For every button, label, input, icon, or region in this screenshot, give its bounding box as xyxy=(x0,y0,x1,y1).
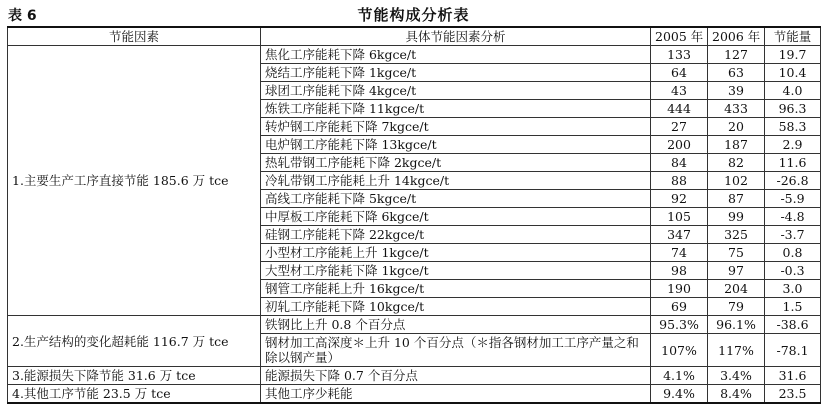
value-2005: 27 xyxy=(651,118,708,136)
detail-cell: 大型材工序能耗下降 1kgce/t xyxy=(261,262,651,280)
value-2005: 347 xyxy=(651,226,708,244)
value-2006: 97 xyxy=(708,262,765,280)
value-2006: 433 xyxy=(708,100,765,118)
detail-cell: 初轧工序能耗下降 10kgce/t xyxy=(261,298,651,316)
header-detail: 具体节能因素分析 xyxy=(261,27,651,46)
value-2006: 20 xyxy=(708,118,765,136)
detail-cell: 烧结工序能耗下降 1kgce/t xyxy=(261,64,651,82)
value-2005: 43 xyxy=(651,82,708,100)
value-2006: 8.4% xyxy=(708,385,765,404)
detail-cell: 钢材加工高深度＊上升 10 个百分点（＊指各钢材加工工序产量之和除以钢产量） xyxy=(261,334,651,367)
value-saving: -0.3 xyxy=(765,262,821,280)
detail-cell: 中厚板工序能耗下降 6kgce/t xyxy=(261,208,651,226)
header-2006: 2006 年 xyxy=(708,27,765,46)
value-2005: 9.4% xyxy=(651,385,708,404)
value-saving: 0.8 xyxy=(765,244,821,262)
value-2006: 325 xyxy=(708,226,765,244)
value-2005: 88 xyxy=(651,172,708,190)
value-2006: 63 xyxy=(708,64,765,82)
detail-cell: 高线工序能耗下降 5kgce/t xyxy=(261,190,651,208)
value-saving: 96.3 xyxy=(765,100,821,118)
value-2005: 64 xyxy=(651,64,708,82)
value-2006: 82 xyxy=(708,154,765,172)
value-2006: 87 xyxy=(708,190,765,208)
value-2005: 69 xyxy=(651,298,708,316)
table-row xyxy=(8,316,821,334)
value-saving: 10.4 xyxy=(765,64,821,82)
value-2006: 102 xyxy=(708,172,765,190)
caption-row xyxy=(0,0,827,26)
table-title: 节能构成分析表 xyxy=(357,6,470,24)
value-2005: 190 xyxy=(651,280,708,298)
value-2006: 96.1% xyxy=(708,316,765,334)
value-saving: 2.9 xyxy=(765,136,821,154)
detail-cell: 其他工序少耗能 xyxy=(261,385,651,404)
value-saving: 11.6 xyxy=(765,154,821,172)
value-saving: 31.6 xyxy=(765,367,821,385)
value-saving: -38.6 xyxy=(765,316,821,334)
detail-cell: 焦化工序能耗下降 6kgce/t xyxy=(261,46,651,64)
value-saving: 19.7 xyxy=(765,46,821,64)
value-2005: 200 xyxy=(651,136,708,154)
value-2006: 187 xyxy=(708,136,765,154)
table-row xyxy=(8,46,821,64)
factor-cell: 4.其他工序节能 23.5 万 tce xyxy=(8,385,261,404)
header-2005: 2005 年 xyxy=(651,27,708,46)
value-2005: 74 xyxy=(651,244,708,262)
table-row xyxy=(8,367,821,385)
value-saving: 1.5 xyxy=(765,298,821,316)
value-2006: 79 xyxy=(708,298,765,316)
value-2005: 133 xyxy=(651,46,708,64)
value-2006: 3.4% xyxy=(708,367,765,385)
value-saving: 4.0 xyxy=(765,82,821,100)
value-2006: 99 xyxy=(708,208,765,226)
detail-cell: 转炉钢工序能耗下降 7kgce/t xyxy=(261,118,651,136)
value-saving: -3.7 xyxy=(765,226,821,244)
value-2006: 204 xyxy=(708,280,765,298)
detail-cell: 能源损失下降 0.7 个百分点 xyxy=(261,367,651,385)
detail-cell: 电炉钢工序能耗下降 13kgce/t xyxy=(261,136,651,154)
detail-cell: 钢管工序能耗上升 16kgce/t xyxy=(261,280,651,298)
detail-cell: 铁钢比上升 0.8 个百分点 xyxy=(261,316,651,334)
value-2006: 117% xyxy=(708,334,765,367)
table-label: 表 6 xyxy=(8,8,37,24)
factor-cell: 1.主要生产工序直接节能 185.6 万 tce xyxy=(8,46,261,316)
header-factor: 节能因素 xyxy=(8,27,261,46)
value-2006: 127 xyxy=(708,46,765,64)
value-2006: 75 xyxy=(708,244,765,262)
value-saving: 23.5 xyxy=(765,385,821,404)
detail-cell: 硅钢工序能耗下降 22kgce/t xyxy=(261,226,651,244)
value-saving: -78.1 xyxy=(765,334,821,367)
detail-cell: 炼铁工序能耗下降 11kgce/t xyxy=(261,100,651,118)
value-saving: -26.8 xyxy=(765,172,821,190)
value-saving: -5.9 xyxy=(765,190,821,208)
value-saving: 3.0 xyxy=(765,280,821,298)
table-row xyxy=(8,385,821,404)
value-saving: -4.8 xyxy=(765,208,821,226)
value-2005: 4.1% xyxy=(651,367,708,385)
detail-cell: 小型材工序能耗上升 1kgce/t xyxy=(261,244,651,262)
factor-cell: 2.生产结构的变化超耗能 116.7 万 tce xyxy=(8,316,261,367)
value-2005: 92 xyxy=(651,190,708,208)
value-2005: 107% xyxy=(651,334,708,367)
value-2006: 39 xyxy=(708,82,765,100)
value-2005: 95.3% xyxy=(651,316,708,334)
header-saving: 节能量 xyxy=(765,27,821,46)
value-2005: 98 xyxy=(651,262,708,280)
energy-saving-table xyxy=(7,26,821,404)
detail-cell: 冷轧带钢工序能耗上升 14kgce/t xyxy=(261,172,651,190)
value-saving: 58.3 xyxy=(765,118,821,136)
factor-cell: 3.能源损失下降节能 31.6 万 tce xyxy=(8,367,261,385)
value-2005: 84 xyxy=(651,154,708,172)
value-2005: 105 xyxy=(651,208,708,226)
header-row xyxy=(8,27,821,46)
detail-cell: 球团工序能耗下降 4kgce/t xyxy=(261,82,651,100)
value-2005: 444 xyxy=(651,100,708,118)
detail-cell: 热轧带钢工序能耗下降 2kgce/t xyxy=(261,154,651,172)
